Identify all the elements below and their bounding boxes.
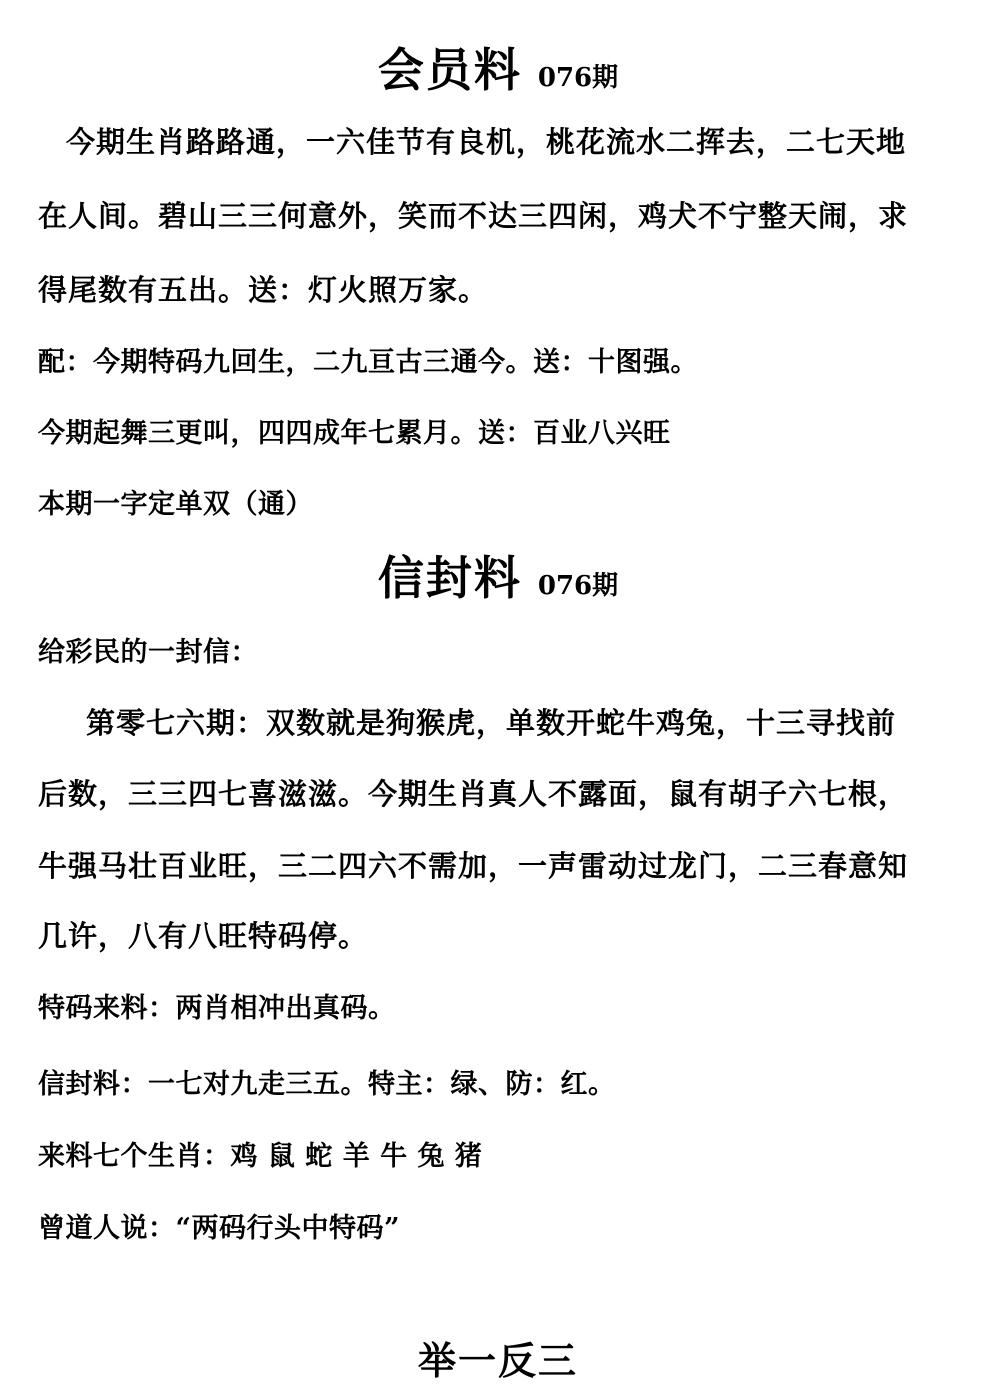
section1-line: 配：今期特码九回生，二九亘古三通今。送：十图强。 bbox=[38, 347, 698, 378]
section1-heading bbox=[0, 34, 996, 100]
section1-line: 得尾数有五出。送：灯火照万家。 bbox=[38, 273, 489, 307]
section1-issue: 076期 bbox=[537, 63, 619, 93]
section2-line: 后数，三三四七喜滋滋。今期生肖真人不露面，鼠有胡子六七根， bbox=[38, 777, 909, 811]
section2-line: 曾道人说：“两码行头中特码” bbox=[38, 1213, 401, 1244]
section2-title: 信封料 bbox=[377, 551, 522, 605]
section2-line: 几许，八有八旺特码停。 bbox=[38, 919, 369, 953]
footer-title-text: 举一反三 bbox=[417, 1338, 578, 1383]
section2-line: 牛强马壮百业旺，三二四六不需加，一声雷动过龙门，二三春意知 bbox=[38, 849, 909, 883]
section2-line: 第零七六期：双数就是狗猴虎，单数开蛇牛鸡兔，十三寻找前 bbox=[86, 706, 897, 740]
section2-line: 来料七个生肖：鸡 鼠 蛇 羊 牛 兔 猪 bbox=[38, 1141, 483, 1172]
section1-line: 今期起舞三更叫，四四成年七累月。送：百业八兴旺 bbox=[38, 418, 671, 449]
section1-title: 会员料 bbox=[377, 43, 522, 97]
section2-line: 信封料：一七对九走三五。特主：绿、防：红。 bbox=[38, 1069, 616, 1100]
section1-line: 在人间。碧山三三何意外，笑而不达三四闲，鸡犬不宁整天闹，求 bbox=[38, 199, 909, 233]
section2-issue: 076期 bbox=[537, 571, 619, 601]
footer-title bbox=[0, 1330, 996, 1385]
section1-line: 本期一字定单双（通） bbox=[38, 489, 313, 520]
section2-line: 特码来料：两肖相冲出真码。 bbox=[38, 993, 396, 1024]
section2-line: 给彩民的一封信： bbox=[38, 637, 258, 668]
section2-heading bbox=[0, 542, 996, 608]
section1-line: 今期生肖路路通，一六佳节有良机，桃花流水二挥去，二七天地 bbox=[66, 125, 907, 159]
